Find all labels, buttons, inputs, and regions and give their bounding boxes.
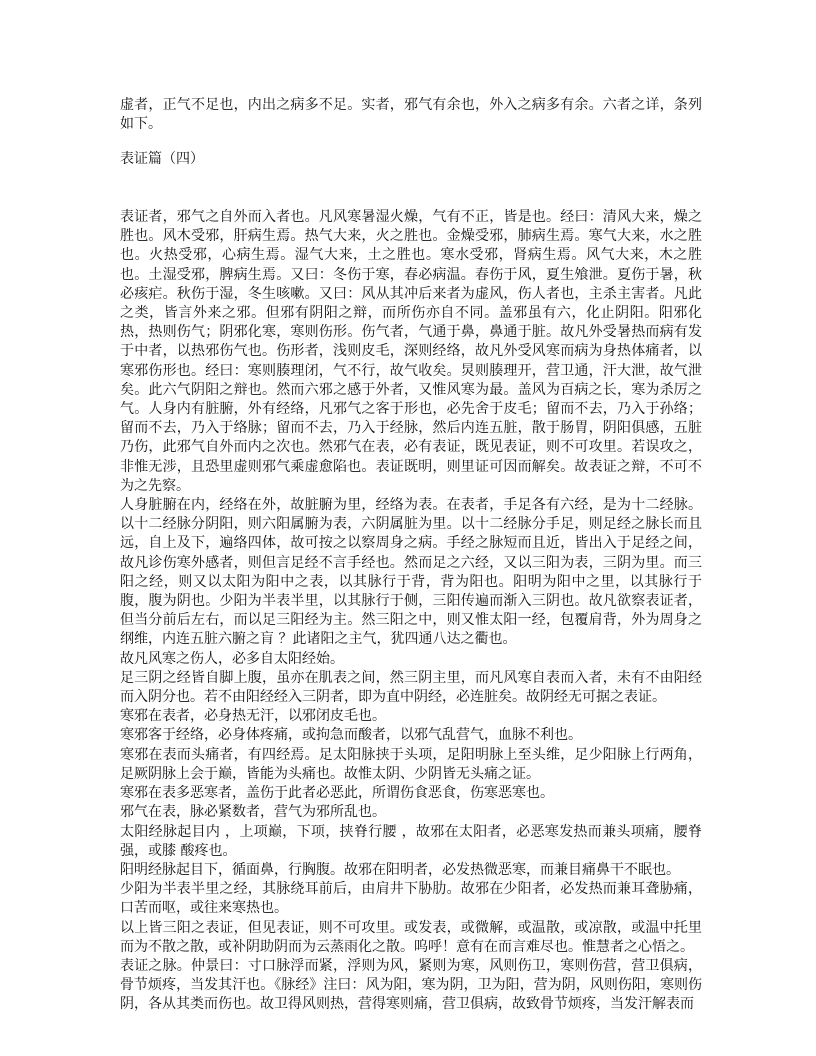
paragraph: 少阳为半表半里之经，其脉绕耳前后，由肩井下胁肋。故邪在少阳者，必发热而兼耳聋胁痛，口苦而呕，或往来寒热也。 — [120, 881, 702, 917]
section-heading: 表证篇（四） — [120, 151, 204, 167]
paragraph: 太阳经脉起目内 ，上项巅，下项，挟脊行腰 ，故邪在太阳者，必恶寒发热而兼头项痛，腰脊强，或膝 酸疼也。 — [120, 823, 702, 859]
paragraph: 表证之脉。仲景曰：寸口脉浮而紧，浮则为风，紧则为寒，风则伤卫，寒则伤营，营卫俱病，骨节烦疼，当发其汗也。《脉经》注曰：风为阳，寒为阴，卫为阳，营为阴，风则伤阳，寒则伤阴，各从其类而伤也。故卫得风则热，营得寒则痛，营卫俱病，故致骨节烦疼，当发汗解表而 — [120, 957, 702, 1013]
paragraph: 寒邪客于经络，必身体疼痛，或拘急而酸者，以邪气乱营气，血脉不利也。 — [120, 727, 582, 744]
intro-paragraph: 虚者，正气不足也，内出之病多不足。实者，邪气有余也，外入之病多有余。六者之详，条列如下。 — [120, 97, 702, 133]
paragraph: 以上皆三阳之表证，但见表证，则不可攻里。或发表，或微解，或温散，或凉散，或温中托里而为不散之散，或补阴助阴而为云蒸雨化之散。呜呼！意有在而言难尽也。惟慧者之心悟之。 — [120, 919, 702, 955]
paragraph: 表证者，邪气之自外而入者也。凡风寒暑湿火燥，气有不正，皆是也。经曰：清风大来，燥之胜也。风木受邪，肝病生焉。热气大来，火之胜也。金燥受邪，肺病生焉。寒气大来，水之胜也。火热受邪，心病生焉。湿气大来，土之胜也。寒水受邪，肾病生焉。风气大来，木之胜也。土湿受邪，脾病生焉。又曰：冬伤于寒，春必病温。春伤于风，夏生飧泄。夏伤于暑，秋必痎疟。秋伤于湿，冬生咳嗽。又曰：风从其冲后来者为虚风，伤人者也，主杀主害者。凡此之类，皆言外来之邪。但邪有阴阳之辩，而所伤亦自不同。盖邪虽有六，化止阴阳。阳邪化热，热则伤气；阴邪化寒，寒则伤形。伤气者，气通于鼻，鼻通于脏。故凡外受暑热而病有发于中者，以热邪伤气也。伤形者，浅则皮毛，深则经络，故凡外受风寒而病为身热体痛者，以寒邪伤形也。经曰：寒则腠理闭，气不行，故气收矣。炅则腠理开，营卫通，汗大泄，故气泄矣。此六气阴阳之辩也。然而六邪之感于外者，又惟风寒为最。盖风为百病之长，寒为杀厉之气。人身内有脏腑，外有经络，凡邪气之客于形也，必先舍于皮毛；留而不去，乃入于孙络；留而不去，乃入于络脉；留而不去，乃入于经脉，然后内连五脏，散于肠胃，阴阳俱感，五脏乃伤，此邪气自外而内之次也。然邪气在表，必有表证，既见表证，则不可攻里。若误攻之，非惟无涉，且恐里虚则邪气乘虚愈陷也。表证既明，则里证可因而解矣。故表证之辩，不可不为之先察。 — [120, 209, 702, 494]
paragraph: 寒邪在表者，必身热无汗，以邪闭皮毛也。 — [120, 708, 386, 725]
paragraph: 寒邪在表而头痛者，有四经焉。足太阳脉挟于头项，足阳明脉上至头维，足少阳脉上行两角，足厥阴脉上会于巅，皆能为头痛也。故惟太阴、少阴皆无头痛之证。 — [120, 746, 702, 782]
paragraph: 人身脏腑在内，经络在外，故脏腑为里，经络为表。在表者，手足各有六经，是为十二经脉。以十二经脉分阴阳，则六阳属腑为表，六阴属脏为里。以十二经脉分手足，则足经之脉长而且远，自上及下，遍络四体，故可按之以察周身之病。手经之脉短而且近，皆出入于足经之间，故凡诊伤寒外感者，则但言足经不言手经也。然而足之六经，又以三阳为表，三阴为里。而三阳之经，则又以太阳为阳中之表，以其脉行于背，背为阳也。阳明为阳中之里，以其脉行于腹，腹为阴也。少阳为半表半里，以其脉行于侧，三阳传遍而渐入三阴也。故凡欲察表证者，但当分前后左右，而以足三阳经为主。然三阳之中，则又惟太阳一经，包覆肩背，外为周身之纲维，内连五脏六腑之肓 ？此诸阳之主气，犹四通八达之衢也。 — [120, 497, 702, 648]
paragraph: 邪气在表，脉必紧数者，营气为邪所乱也。 — [120, 804, 386, 821]
paragraph: 足三阴之经皆自脚上腹，虽亦在肌表之间，然三阴主里，而凡风寒自表而入者，未有不由阳经而入阴分也。若不由阳经经入三阴者，即为直中阴经，必连脏矣。故阴经无可据之表证。 — [120, 669, 702, 706]
paragraph: 寒邪在表多恶寒者，盖伤于此者必恶此，所谓伤食恶食，伤寒恶寒也。 — [120, 785, 554, 802]
paragraph: 故凡风寒之伤人，必多自太阳经始。 — [120, 650, 344, 667]
paragraph: 阳明经脉起目下，循面鼻，行胸腹。故邪在阳明者，必发热微恶寒，而兼目痛鼻干不眠也。 — [120, 861, 680, 878]
body-text — [120, 208, 702, 1015]
